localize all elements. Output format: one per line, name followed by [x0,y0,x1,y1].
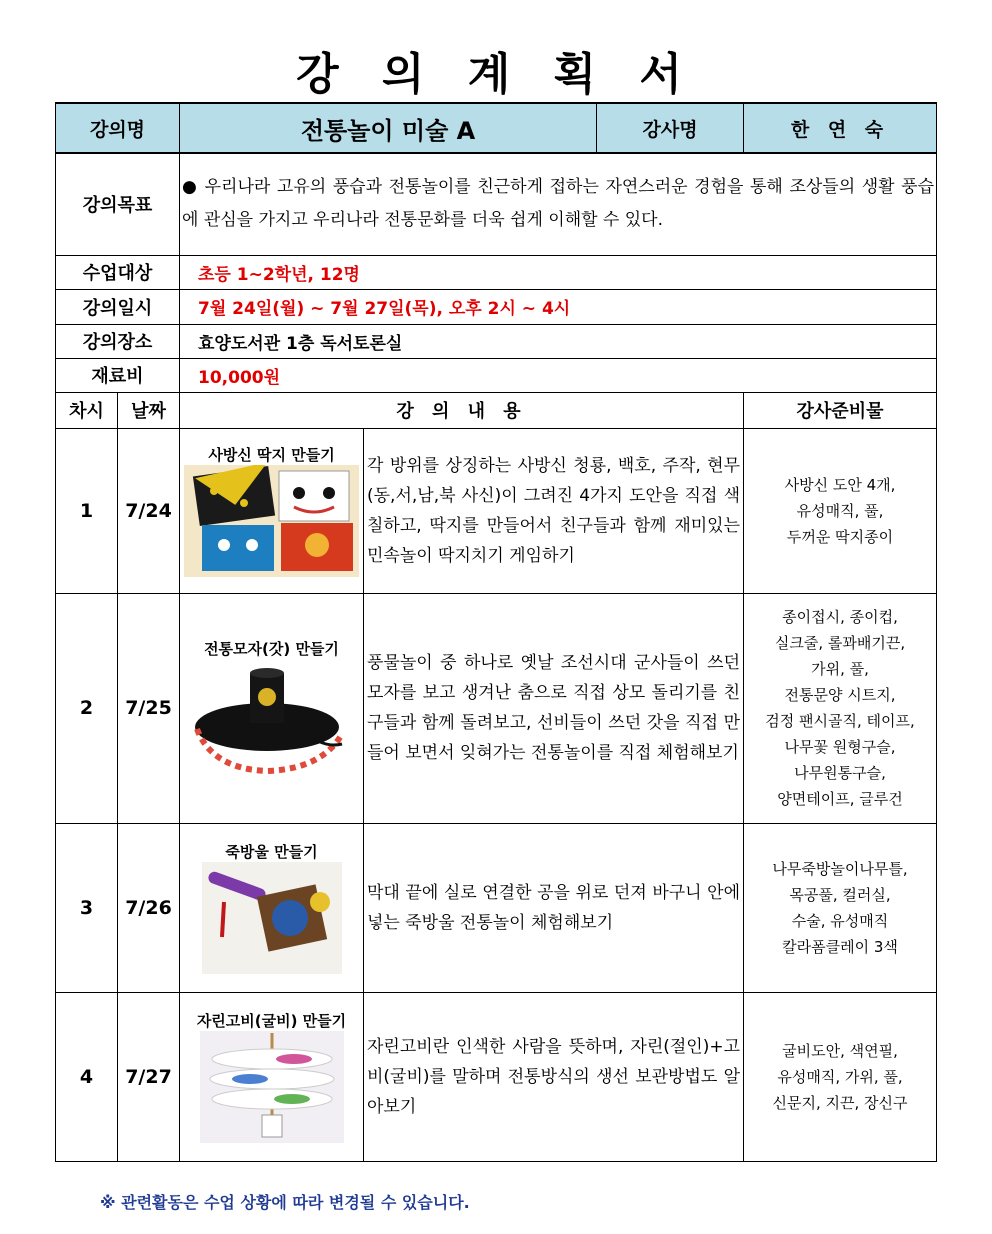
date-label: 강의일시 [56,289,180,324]
session-materials: 사방신 도안 4개, 유성매직, 풀, 두꺼운 딱지종이 [744,428,937,593]
session-date: 7/27 [118,992,180,1161]
ddakji-image [184,465,359,577]
jukbangul-image [202,862,342,974]
page-title: 강 의 계 획 서 [296,49,696,100]
instructor-name: 한 연 숙 [744,103,937,153]
date-value: 7월 24일(월) ~ 7월 27일(목), 오후 2시 ~ 4시 [180,289,937,324]
session-row [56,823,937,992]
course-name-label: 강의명 [56,103,180,153]
gat-hat-image [192,659,352,779]
session-date: 7/24 [118,428,180,593]
materials-header: 강사준비물 [744,392,937,428]
session-description: 각 방위를 상징하는 사방신 청룡, 백호, 주작, 현무(동,서,남,북 사신)이 그려진 4가지 도안을 직접 색칠하고, 딱지를 만들어서 친구들과 함께 재미있는 민속놀이 딱지치기 게임하기 [364,428,744,593]
session-number: 3 [56,823,118,992]
date-header: 날짜 [118,392,180,428]
fee-label: 재료비 [56,358,180,392]
place-value: 효양도서관 1층 독서토론실 [180,324,937,358]
session-row [56,992,937,1161]
session-description: 풍물놀이 중 하나로 옛날 조선시대 군사들이 쓰던 모자를 보고 생겨난 춤으로 직접 상모 돌리기를 친구들과 함께 돌려보고, 선비들이 쓰던 갓을 직접 만들어 보면서 잊혀가는 전통놀이를 직접 체험해보기 [364,593,744,823]
activity-title: 전통모자(갓) 만들기 [204,639,339,658]
footnote: ※ 관련활동은 수업 상황에 따라 변경될 수 있습니다. [100,1193,470,1212]
session-date: 7/25 [118,593,180,823]
activity-title: 자린고비(굴비) 만들기 [196,1012,347,1030]
session-materials: 종이접시, 종이컵, 실크줄, 롤꽈배기끈, 가위, 풀, 전통문양 시트지, 검정 팬시골직, 테이프, 나무꽃 원형구슬, 나무원통구슬, 양면테이프, 글루건 [744,593,937,823]
course-name: 전통놀이 미술 A [180,103,597,153]
session-row [56,593,937,823]
session-number: 4 [56,992,118,1161]
target-value: 초등 1~2학년, 12명 [180,255,937,289]
place-label: 강의장소 [56,324,180,358]
gulbi-fish-image [200,1031,344,1143]
session-materials: 굴비도안, 색연필, 유성매직, 가위, 풀, 신문지, 지끈, 장신구 [744,992,937,1161]
session-description: 막대 끝에 실로 연결한 공을 위로 던져 바구니 안에 넣는 죽방울 전통놀이 체험해보기 [364,823,744,992]
session-row [56,428,937,593]
session-number: 2 [56,593,118,823]
session-date: 7/26 [118,823,180,992]
activity-title: 죽방울 만들기 [225,843,318,861]
session-header: 차시 [56,392,118,428]
activity-title: 사방신 딱지 만들기 [208,446,335,464]
lecture-plan-table [55,102,937,1162]
goal-label: 강의목표 [56,153,180,255]
content-header: 강 의 내 용 [180,392,744,428]
goal-text: ● 우리나라 고유의 풍습과 전통놀이를 친근하게 접하는 자연스러운 경험을 통해 조상들의 생활 풍습에 관심을 가지고 우리나라 전통문화를 더욱 쉽게 이해할 수 있다. [180,153,937,255]
instructor-label: 강사명 [597,103,744,153]
fee-value: 10,000원 [180,358,937,392]
session-description: 자린고비란 인색한 사람을 뜻하며, 자린(절인)+고비(굴비)를 말하며 전통방식의 생선 보관방법도 알아보기 [364,992,744,1161]
session-number: 1 [56,428,118,593]
target-label: 수업대상 [56,255,180,289]
session-materials: 나무죽방놀이나무틀, 목공풀, 컬러실, 수술, 유성매직 칼라폼클레이 3색 [744,823,937,992]
